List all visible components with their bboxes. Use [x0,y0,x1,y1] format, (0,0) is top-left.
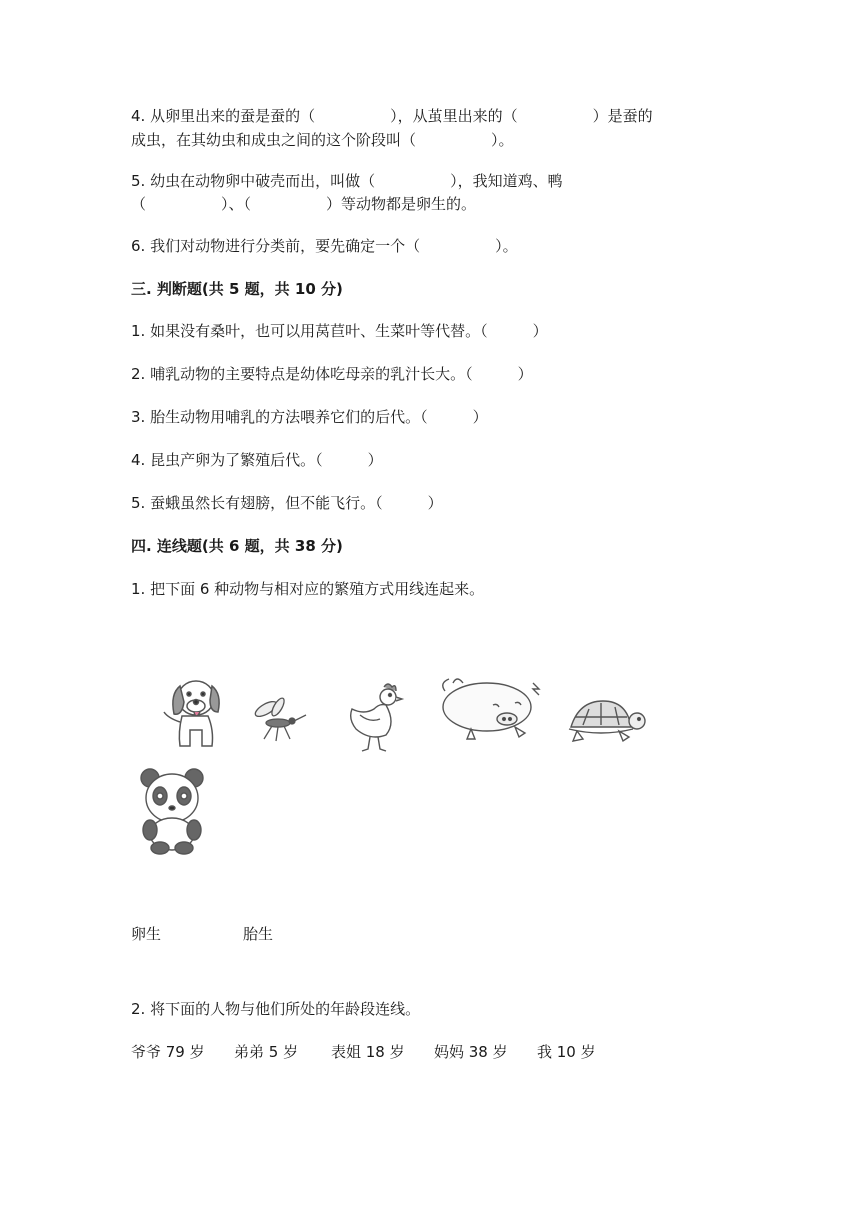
person-label: 表姐 18 岁 [331,1043,405,1061]
q6: 6. 我们对动物进行分类前，要先确定一个（ ）。 [131,237,518,255]
q4-line2: 成虫，在其幼虫和成虫之间的这个阶段叫（ ）。 [131,131,514,149]
label-viviparous: 胎生 [243,925,274,943]
mosquito-icon [248,695,312,745]
q4-line1: 4. 从卵里出来的蚕是蚕的（ ），从茧里出来的（ ）是蚕的 [131,107,653,125]
label-oviparous: 卵生 [131,925,162,943]
chicken-icon [344,679,408,753]
person-label: 我 10 岁 [537,1043,596,1061]
person-label: 妈妈 38 岁 [434,1043,508,1061]
pig-icon [435,673,547,745]
section4-title: 四. 连线题(共 6 题，共 38 分) [131,537,343,555]
dog-icon [158,672,228,752]
judge-item: 5. 蚕蛾虽然长有翅膀，但不能飞行。（ ） [131,494,443,512]
judge-item: 4. 昆虫产卵为了繁殖后代。（ ） [131,451,383,469]
panda-icon [138,766,206,856]
q5-line2: （ ）、（ ）等动物都是卵生的。 [131,195,477,213]
q5-line1: 5. 幼虫在动物卵中破壳而出，叫做（ ），我知道鸡、鸭 [131,172,563,190]
judge-item: 3. 胎生动物用哺乳的方法喂养它们的后代。（ ） [131,408,488,426]
judge-item: 1. 如果没有桑叶，也可以用莴苣叶、生菜叶等代替。（ ） [131,322,548,340]
person-label: 爷爷 79 岁 [131,1043,205,1061]
section3-title: 三. 判断题(共 5 题，共 10 分) [131,280,343,298]
person-label: 弟弟 5 岁 [234,1043,299,1061]
q1-prompt: 1. 把下面 6 种动物与相对应的繁殖方式用线连起来。 [131,580,485,598]
q2-prompt: 2. 将下面的人物与他们所处的年龄段连线。 [131,1000,421,1018]
turtle-icon [565,695,647,745]
judge-item: 2. 哺乳动物的主要特点是幼体吃母亲的乳汁长大。（ ） [131,365,533,383]
